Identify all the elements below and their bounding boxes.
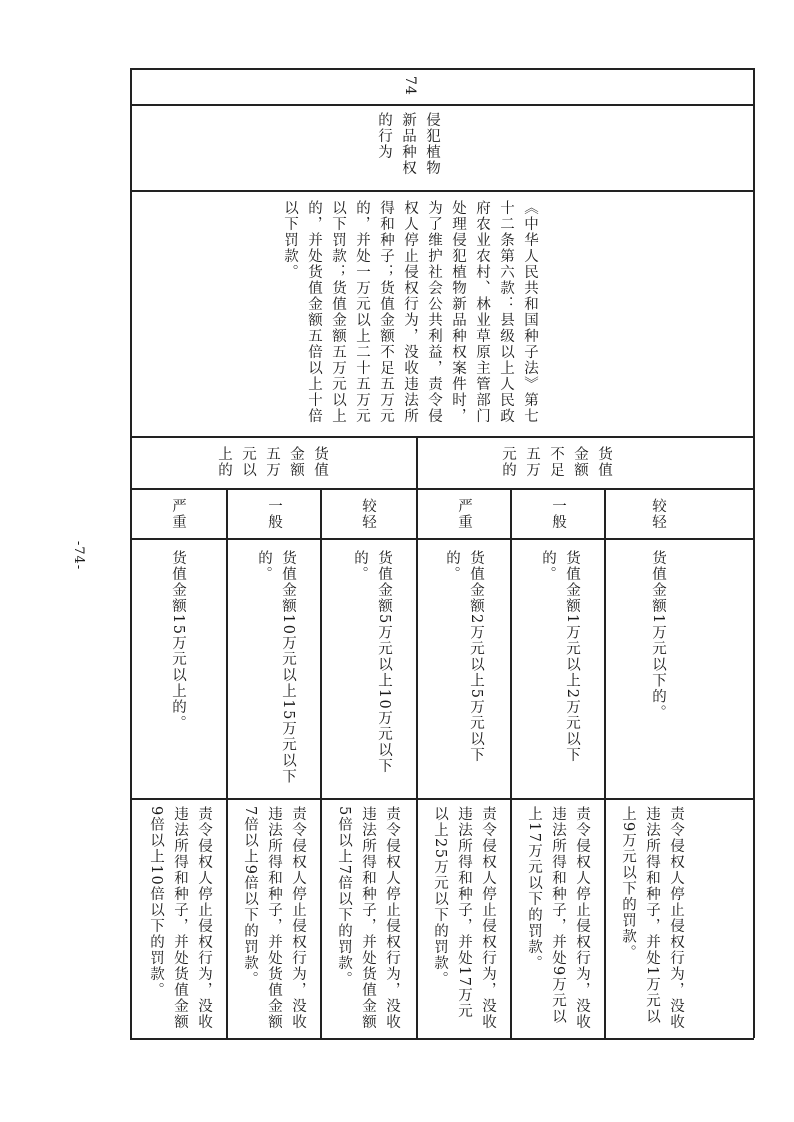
standard-1-1: 责令侵权人停止侵权行为，没收违法所得和种子，并处1万元以上9万元以下的罚款。 — [620, 806, 684, 1030]
standard-2-1: 责令侵权人停止侵权行为，没收违法所得和种子，并处货值金额5倍以上7倍以下的罚款。 — [336, 806, 400, 1030]
header-number: 74 — [402, 76, 418, 96]
condition-under-50k: 货值金额不足五万元的 — [500, 446, 612, 478]
standard-2-2: 责令侵权人停止侵权行为，没收违法所得和种子，并处货值金额7倍以上9倍以下的罚款。 — [242, 806, 306, 1030]
circumstance-1-1: 货值金额1万元以下的。 — [650, 550, 666, 721]
level-light-1: 较轻 — [650, 498, 666, 530]
condition-over-50k: 货值金额五万元以上的 — [216, 446, 328, 478]
circumstance-2-3: 货值金额15万元以上的。 — [170, 550, 186, 732]
standard-2-3: 责令侵权人停止侵权行为，没收违法所得和种子，并处货值金额9倍以上10倍以下的罚款。 — [148, 806, 212, 1030]
circumstance-2-1: 货值金额5万元以上10万元以下的。 — [352, 550, 392, 775]
page-number: -74- — [71, 540, 87, 571]
circumstance-2-2: 货值金额10万元以上15万元以下的。 — [256, 550, 296, 785]
circumstance-1-3: 货值金额2万元以上5万元以下的。 — [444, 550, 484, 764]
level-serious-1: 严重 — [456, 498, 472, 530]
circumstance-1-2: 货值金额1万元以上2万元以下的。 — [540, 550, 580, 764]
level-serious-2: 严重 — [170, 498, 186, 530]
level-general-2: 一般 — [266, 498, 282, 530]
legal-basis: 《中华人民共和国种子法》第七十二条第六款：县级以上人民政府农业农村、林业草原主管部门处理侵犯植物新品种权案件时，为了维护社会公共利益，责令侵权人停止侵权行为，没收违法所得和种子；货值金额不足五万元的，并处一万元以上二十五万元以下罚款；货值金额五万元以上的，并处货值金额五倍以上十倍以下罚款。 — [282, 200, 538, 424]
standard-1-2: 责令侵权人停止侵权行为，没收违法所得和种子，并处9万元以上17万元以下的罚款。 — [526, 806, 590, 1030]
level-general-1: 一般 — [550, 498, 566, 530]
violation-title: 侵犯植物新品种权的行为 — [376, 112, 440, 176]
level-light-2: 较轻 — [360, 498, 376, 530]
standard-1-3: 责令侵权人停止侵权行为，没收违法所得和种子，并处17万元以上25万元以下的罚款。 — [432, 806, 496, 1030]
